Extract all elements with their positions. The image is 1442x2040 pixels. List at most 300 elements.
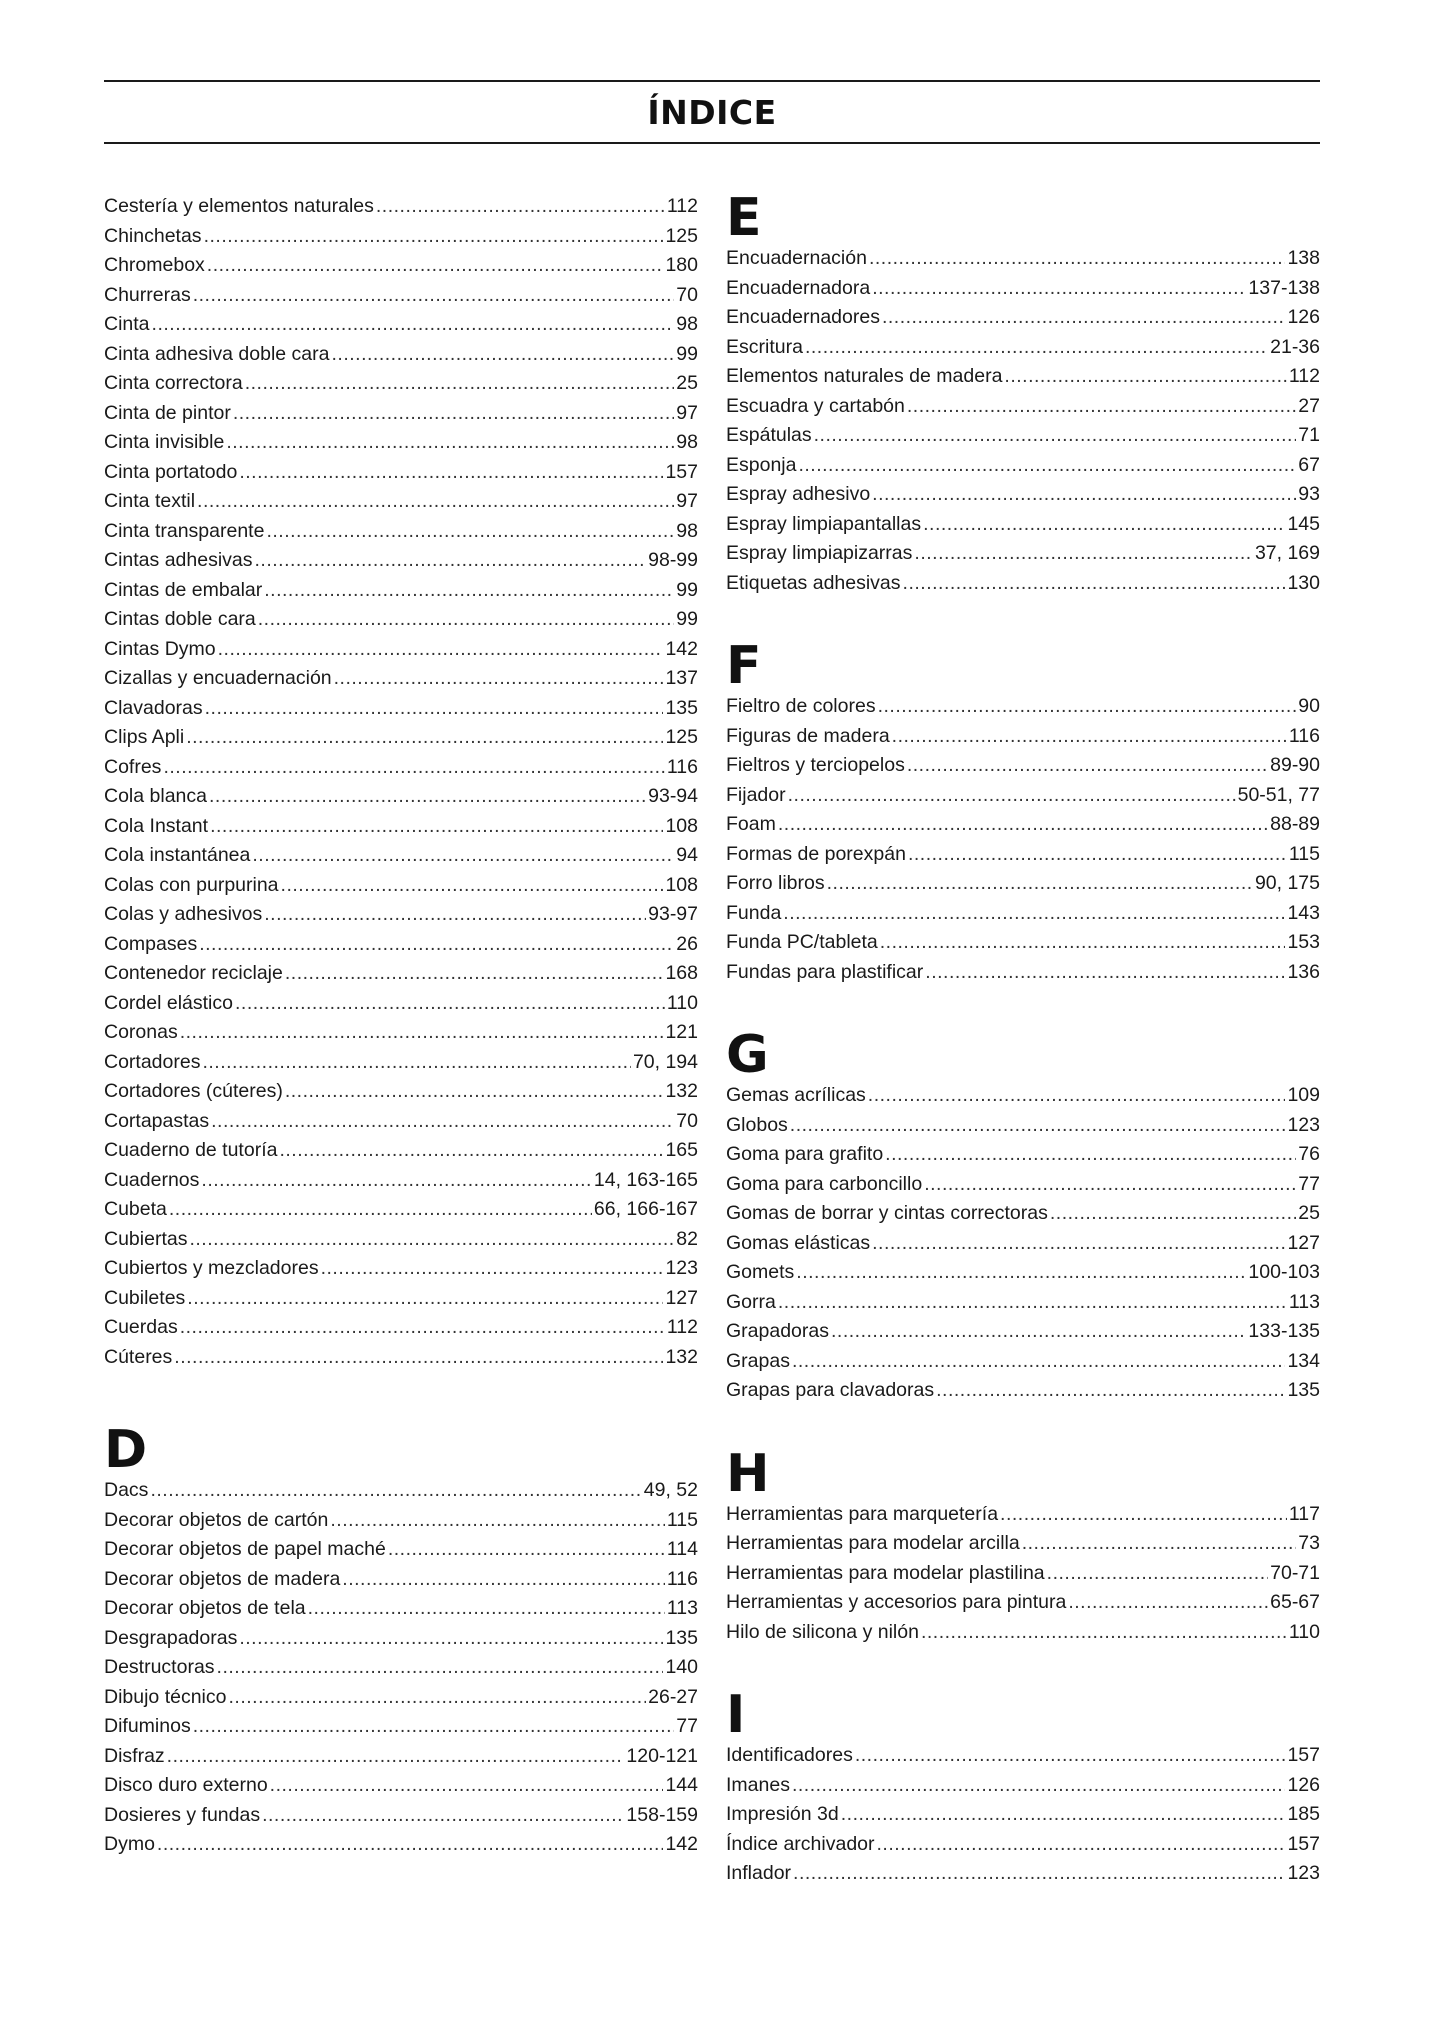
entry-page: 27: [1298, 394, 1320, 417]
index-entry: [104, 222, 698, 252]
entry-term: Difuminos: [104, 1715, 191, 1737]
index-entry: [104, 1166, 698, 1196]
index-entry: [726, 421, 1320, 451]
index-entry: [104, 1048, 698, 1078]
index-entry: [104, 1771, 698, 1801]
index-entry: [104, 900, 698, 930]
entry-term: Elementos naturales de madera: [726, 365, 1003, 387]
entry-page: 137-138: [1248, 276, 1320, 299]
dot-leader: [150, 1476, 641, 1506]
dot-leader: [924, 1170, 1296, 1200]
index-entry: [104, 605, 698, 635]
index-entry: [726, 1859, 1320, 1889]
entry-term: Gorra: [726, 1290, 776, 1313]
entry-page: 70-71: [1270, 1561, 1320, 1584]
dot-leader: [925, 958, 1285, 988]
index-entry: [104, 1506, 698, 1536]
entry-page: 108: [665, 814, 698, 837]
index-entry: [726, 1229, 1320, 1259]
dot-leader: [193, 281, 675, 311]
entry-term: Cuadernos: [104, 1168, 200, 1191]
index-entry: [726, 1529, 1320, 1559]
entry-page: 97: [676, 401, 698, 424]
entry-term: Goma para carboncillo: [726, 1172, 923, 1195]
dot-leader: [205, 694, 664, 724]
dot-leader: [235, 989, 665, 1019]
entry-page: 158-159: [626, 1803, 698, 1826]
dot-leader: [334, 664, 664, 694]
dot-leader: [1068, 1588, 1268, 1618]
entry-term: Goma para grafito: [726, 1143, 884, 1165]
dot-leader: [279, 1136, 663, 1166]
dot-leader: [872, 1229, 1285, 1259]
entry-term: Dymo: [104, 1833, 155, 1855]
entry-page: 114: [666, 1538, 698, 1560]
entry-term: Cortadores: [104, 1050, 201, 1073]
dot-leader: [308, 1594, 665, 1624]
dot-leader: [228, 1683, 646, 1713]
dot-leader: [193, 1712, 675, 1742]
index-entry: [726, 1347, 1320, 1377]
index-entry: [104, 782, 698, 812]
entry-term: Cinta transparente: [104, 519, 265, 542]
index-entry: [104, 1594, 698, 1624]
entry-term: Índice archivador: [726, 1832, 875, 1855]
entry-page: 110: [666, 991, 698, 1014]
entry-term: Cinta portatodo: [104, 460, 238, 483]
entry-page: 98: [676, 431, 698, 453]
dot-leader: [878, 692, 1297, 722]
entry-term: Encuadernación: [726, 247, 867, 269]
dot-leader: [885, 1140, 1296, 1170]
entry-page: 77: [1298, 1172, 1320, 1195]
index-entry: [104, 959, 698, 989]
section-letter: I: [726, 1685, 746, 1745]
entry-term: Cubeta: [104, 1198, 167, 1220]
entry-term: Espátulas: [726, 424, 812, 446]
index-entry: [726, 1618, 1320, 1648]
entry-term: Dosieres y fundas: [104, 1803, 261, 1826]
index-entry: [726, 1559, 1320, 1589]
entry-term: Gomets: [726, 1261, 795, 1283]
entry-page: 134: [1287, 1349, 1320, 1372]
index-entry: [104, 487, 698, 517]
entry-page: 142: [665, 1833, 698, 1855]
entry-term: Colas con purpurina: [104, 873, 279, 896]
entry-page: 94: [676, 844, 698, 866]
entry-term: Figuras de madera: [726, 724, 890, 747]
entry-page: 112: [666, 1316, 698, 1338]
index-entry: [104, 664, 698, 694]
entry-page: 165: [665, 1139, 698, 1161]
entry-term: Gomas de borrar y cintas correctoras: [726, 1202, 1048, 1224]
dot-leader: [388, 1535, 665, 1565]
entry-term: Cintas Dymo: [104, 637, 216, 660]
entry-page: 99: [676, 608, 698, 630]
dot-leader: [197, 487, 674, 517]
entry-term: Decorar objetos de papel maché: [104, 1538, 386, 1560]
entry-term: Cinta adhesiva doble cara: [104, 342, 330, 365]
dot-leader: [1000, 1500, 1287, 1530]
entry-term: Fijador: [726, 783, 786, 806]
entry-page: 144: [665, 1774, 698, 1796]
entry-page: 99: [676, 342, 698, 365]
entry-term: Gemas acrílicas: [726, 1084, 866, 1106]
entry-page: 125: [665, 224, 698, 247]
index-section: [104, 192, 698, 1372]
index-entry: [726, 362, 1320, 392]
index-entry: [104, 310, 698, 340]
entry-term: Esponja: [726, 453, 797, 476]
index-entry: [104, 871, 698, 901]
dot-leader: [207, 251, 664, 281]
entry-term: Chromebox: [104, 254, 205, 276]
entry-term: Cuerdas: [104, 1316, 178, 1338]
entry-term: Colas y adhesivos: [104, 903, 263, 925]
index-entry: [104, 930, 698, 960]
section-letter: H: [726, 1443, 770, 1504]
dot-leader: [793, 1859, 1285, 1889]
entry-page: 97: [676, 490, 698, 512]
index-entry: [104, 1225, 698, 1255]
index-entry: [726, 1111, 1320, 1141]
entry-page: 110: [1288, 1620, 1320, 1643]
index-entry: [104, 546, 698, 576]
entry-page: 66, 166-167: [593, 1198, 698, 1220]
entry-page: 120-121: [626, 1744, 698, 1767]
entry-term: Grapadoras: [726, 1320, 829, 1342]
dot-leader: [169, 1195, 592, 1225]
entry-term: Espray limpiapizarras: [726, 542, 913, 564]
entry-page: 71: [1298, 424, 1320, 446]
dot-leader: [877, 1830, 1286, 1860]
dot-leader: [796, 1258, 1246, 1288]
index-section: [726, 1685, 1320, 1889]
dot-leader: [798, 451, 1296, 481]
entry-term: Foam: [726, 813, 776, 835]
entry-term: Espray limpiapantallas: [726, 512, 922, 535]
dot-leader: [778, 810, 1268, 840]
dot-leader: [1022, 1529, 1297, 1559]
entry-term: Escuadra y cartabón: [726, 394, 905, 417]
dot-leader: [226, 428, 674, 458]
entry-term: Herramientas para modelar plastilina: [726, 1561, 1045, 1584]
index-entry: [726, 1258, 1320, 1288]
entry-page: 137: [665, 667, 698, 689]
entry-page: 77: [676, 1715, 698, 1737]
index-entry: [726, 810, 1320, 840]
page-header: [104, 80, 1320, 144]
entry-term: Forro libros: [726, 872, 825, 894]
section-spacer: [726, 1406, 1320, 1448]
entry-term: Escritura: [726, 335, 803, 358]
entry-page: 185: [1287, 1803, 1320, 1825]
entry-page: 26: [676, 932, 698, 955]
entry-page: 157: [1287, 1744, 1320, 1766]
dot-leader: [163, 753, 664, 783]
entry-page: 138: [1287, 247, 1320, 269]
entry-term: Cofres: [104, 755, 162, 778]
entry-term: Grapas para clavadoras: [726, 1379, 935, 1401]
entry-term: Cinta correctora: [104, 372, 243, 394]
entry-term: Compases: [104, 932, 198, 955]
entry-term: Cordel elástico: [104, 991, 233, 1014]
entry-page: 65-67: [1270, 1591, 1320, 1613]
entry-page: 133-135: [1248, 1320, 1320, 1342]
entry-term: Herramientas para marquetería: [726, 1502, 999, 1525]
index-entry: [726, 1288, 1320, 1318]
entry-term: Cola instantánea: [104, 844, 251, 866]
dot-leader: [187, 1284, 663, 1314]
dot-leader: [180, 1018, 664, 1048]
entry-term: Cinta: [104, 313, 150, 335]
dot-leader: [167, 1742, 625, 1772]
dot-leader: [262, 1801, 624, 1831]
dot-leader: [790, 1111, 1286, 1141]
index-entry: [726, 392, 1320, 422]
index-entry: [726, 1588, 1320, 1618]
dot-leader: [321, 1254, 664, 1284]
entry-term: Fieltros y terciopelos: [726, 754, 905, 776]
dot-leader: [258, 605, 675, 635]
entry-term: Churreras: [104, 283, 191, 306]
index-entry: [726, 1500, 1320, 1530]
entry-term: Fieltro de colores: [726, 695, 876, 717]
index-entry: [104, 723, 698, 753]
entry-term: Cintas de embalar: [104, 578, 263, 601]
dot-leader: [180, 1313, 665, 1343]
entry-term: Inflador: [726, 1862, 792, 1884]
entry-term: Clavadoras: [104, 696, 203, 719]
entry-term: Decorar objetos de tela: [104, 1597, 306, 1619]
index-section: [726, 636, 1320, 987]
entry-term: Cola blanca: [104, 785, 207, 807]
dot-leader: [805, 333, 1268, 363]
entry-term: Coronas: [104, 1021, 178, 1043]
index-entry: [104, 251, 698, 281]
index-entry: [104, 399, 698, 429]
index-entry: [104, 369, 698, 399]
dot-leader: [914, 539, 1253, 569]
entry-term: Fundas para plastificar: [726, 960, 924, 983]
index-entry: [726, 1317, 1320, 1347]
entry-page: 112: [1288, 365, 1320, 387]
dot-leader: [217, 1653, 664, 1683]
index-entry: [104, 635, 698, 665]
index-entry: [726, 333, 1320, 363]
index-entry: [726, 840, 1320, 870]
entry-page: 116: [1288, 724, 1320, 747]
index-entry: [104, 1565, 698, 1595]
entry-term: Formas de porexpán: [726, 842, 906, 865]
entry-page: 116: [666, 1567, 698, 1590]
entry-page: 117: [1288, 1502, 1320, 1525]
entry-page: 25: [676, 372, 698, 394]
index-entry: [104, 1712, 698, 1742]
entry-page: 136: [1287, 960, 1320, 983]
dot-leader: [907, 751, 1268, 781]
entry-term: Desgrapadoras: [104, 1626, 238, 1649]
entry-term: Cuaderno de tutoría: [104, 1139, 278, 1161]
index-entry: [104, 1343, 698, 1373]
dot-leader: [239, 458, 663, 488]
entry-term: Cortadores (cúteres): [104, 1080, 283, 1102]
entry-page: 93-94: [648, 785, 698, 807]
entry-page: 108: [665, 873, 698, 896]
entry-page: 140: [665, 1656, 698, 1678]
index-entry: [726, 569, 1320, 599]
section-spacer: [104, 1372, 698, 1424]
index-entry: [104, 1830, 698, 1860]
entry-page: 127: [665, 1286, 698, 1309]
entry-page: 82: [676, 1227, 698, 1250]
dot-leader: [376, 192, 665, 222]
dot-leader: [892, 722, 1287, 752]
index-entry: [104, 1107, 698, 1137]
entry-term: Cizallas y encuadernación: [104, 667, 332, 689]
entry-page: 115: [666, 1508, 698, 1531]
index-entry: [104, 694, 698, 724]
index-entry: [726, 303, 1320, 333]
dot-leader: [872, 274, 1246, 304]
entry-term: Cubiertos y mezcladores: [104, 1257, 319, 1279]
entry-term: Cinta textil: [104, 490, 196, 512]
entry-term: Disfraz: [104, 1744, 165, 1767]
section-spacer: [726, 987, 1320, 1029]
dot-leader: [252, 841, 674, 871]
section-spacer: [726, 1647, 1320, 1689]
index-entry: [726, 1199, 1320, 1229]
entry-page: 90, 175: [1254, 872, 1320, 894]
index-entry: [726, 781, 1320, 811]
entry-term: Cúteres: [104, 1345, 173, 1368]
index-entry: [726, 244, 1320, 274]
dot-leader: [868, 1081, 1286, 1111]
dot-leader: [255, 546, 647, 576]
entry-page: 126: [1287, 1773, 1320, 1796]
index-entry: [104, 458, 698, 488]
entry-term: Imanes: [726, 1773, 790, 1796]
index-entry: [726, 751, 1320, 781]
dot-leader: [266, 517, 674, 547]
index-entry: [104, 1742, 698, 1772]
entry-page: 98: [676, 313, 698, 335]
entry-term: Hilo de silicona y nilón: [726, 1620, 919, 1643]
entry-page: 153: [1287, 931, 1320, 953]
index-entry: [104, 812, 698, 842]
index-entry: [726, 1741, 1320, 1771]
index-entry: [726, 1771, 1320, 1801]
index-entry: [104, 1476, 698, 1506]
dot-leader: [210, 812, 663, 842]
index-entry: [104, 576, 698, 606]
index-entry: [104, 1624, 698, 1654]
dot-leader: [788, 781, 1236, 811]
dot-leader: [157, 1830, 664, 1860]
index-section: [726, 188, 1320, 598]
entry-page: 98: [676, 519, 698, 542]
entry-page: 50-51, 77: [1237, 783, 1320, 806]
dot-leader: [869, 244, 1286, 274]
entry-page: 90: [1298, 695, 1320, 717]
index-entry: [104, 1018, 698, 1048]
entry-page: 37, 169: [1254, 542, 1320, 564]
index-entry: [726, 510, 1320, 540]
dot-leader: [218, 635, 664, 665]
entry-term: Funda PC/tableta: [726, 931, 878, 953]
entry-term: Espray adhesivo: [726, 483, 871, 505]
index-entry: [726, 1830, 1320, 1860]
index-entry: [726, 1800, 1320, 1830]
dot-leader: [264, 900, 646, 930]
entry-term: Dacs: [104, 1479, 149, 1501]
entry-term: Cola Instant: [104, 814, 209, 837]
entry-term: Etiquetas adhesivas: [726, 571, 901, 594]
index-entry: [726, 1376, 1320, 1406]
entry-term: Cinta invisible: [104, 431, 225, 453]
entry-page: 130: [1287, 571, 1320, 594]
entry-term: Encuadernadores: [726, 306, 880, 328]
index-entry: [104, 517, 698, 547]
dot-leader: [204, 222, 664, 252]
index-section: [726, 1443, 1320, 1648]
entry-term: Cinta de pintor: [104, 401, 231, 424]
dot-leader: [1050, 1199, 1296, 1229]
index-entry: [726, 692, 1320, 722]
entry-page: 135: [665, 1626, 698, 1649]
entry-term: Herramientas para modelar arcilla: [726, 1532, 1020, 1554]
index-entry: [104, 989, 698, 1019]
index-column-left: [104, 192, 698, 1860]
dot-leader: [827, 869, 1253, 899]
entry-page: 115: [1288, 842, 1320, 865]
entry-term: Cortapastas: [104, 1109, 210, 1132]
section-letter: E: [726, 188, 762, 248]
index-entry: [104, 1077, 698, 1107]
entry-page: 67: [1298, 453, 1320, 476]
entry-page: 180: [665, 254, 698, 276]
entry-term: Destructoras: [104, 1656, 215, 1678]
dot-leader: [174, 1343, 663, 1373]
index-entry: [726, 274, 1320, 304]
dot-leader: [233, 399, 674, 429]
dot-leader: [907, 392, 1296, 422]
entry-page: 89-90: [1270, 754, 1320, 776]
index-entry: [104, 1313, 698, 1343]
dot-leader: [903, 569, 1286, 599]
entry-term: Gomas elásticas: [726, 1231, 871, 1254]
entry-term: Chinchetas: [104, 224, 202, 247]
entry-page: 49, 52: [643, 1479, 698, 1501]
entry-page: 157: [1287, 1832, 1320, 1855]
index-entry: [104, 281, 698, 311]
entry-term: Clips Apli: [104, 726, 185, 748]
dot-leader: [285, 1077, 664, 1107]
index-entry: [726, 1170, 1320, 1200]
dot-leader: [285, 959, 664, 989]
entry-page: 168: [665, 962, 698, 984]
dot-leader: [1047, 1559, 1268, 1589]
index-entry: [104, 1195, 698, 1225]
entry-term: Cubiletes: [104, 1286, 186, 1309]
index-entry: [104, 1136, 698, 1166]
dot-leader: [199, 930, 674, 960]
entry-page: 25: [1298, 1202, 1320, 1224]
dot-leader: [152, 310, 675, 340]
entry-term: Cintas adhesivas: [104, 549, 253, 571]
index-entry: [726, 869, 1320, 899]
entry-page: 127: [1287, 1231, 1320, 1254]
